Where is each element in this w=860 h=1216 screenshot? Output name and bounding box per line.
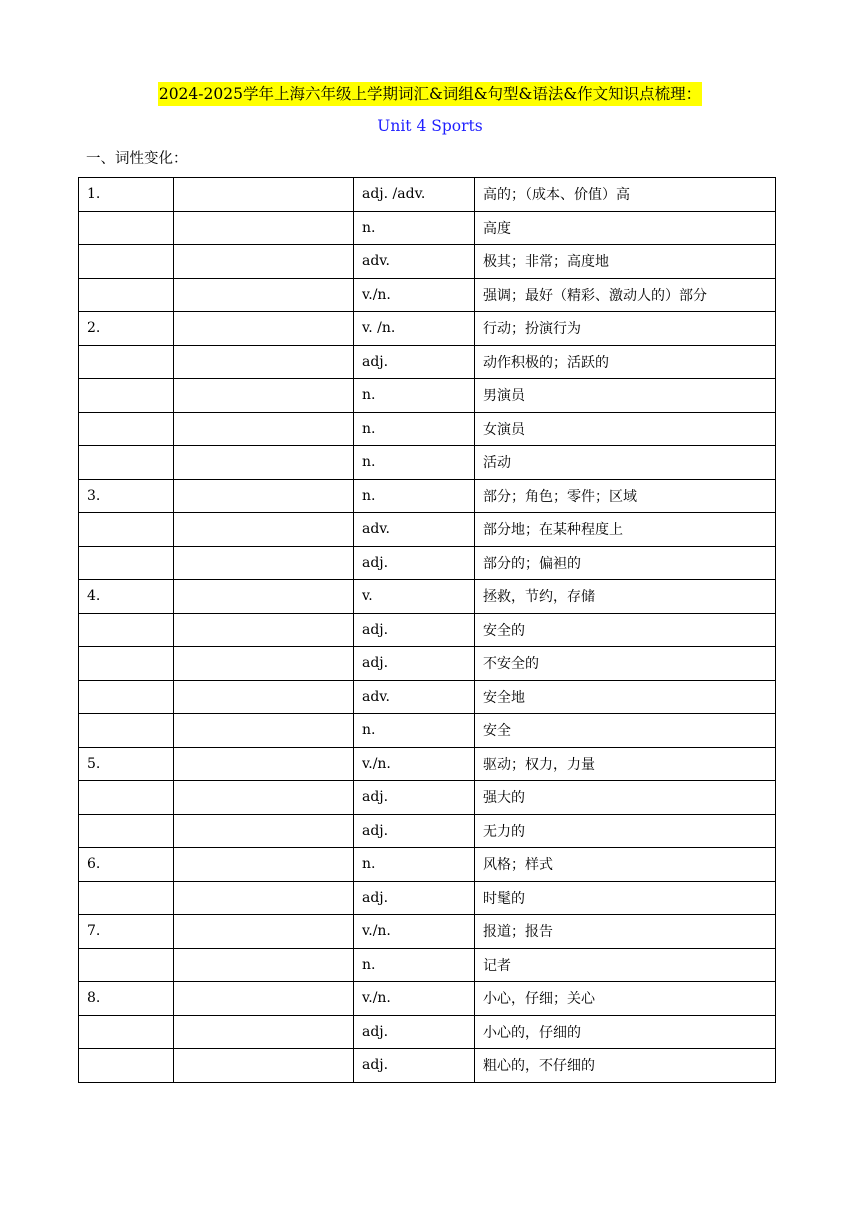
row-number-cell — [79, 1015, 174, 1049]
row-number-cell — [79, 245, 174, 279]
word-cell[interactable] — [174, 211, 354, 245]
part-of-speech-cell: adj. — [354, 881, 475, 915]
part-of-speech-cell: v./n. — [354, 278, 475, 312]
part-of-speech-cell: n. — [354, 714, 475, 748]
meaning-cell: 小心，仔细；关心 — [475, 982, 776, 1016]
word-cell[interactable] — [174, 747, 354, 781]
table-row — [79, 178, 776, 212]
row-number-cell: 5. — [79, 747, 174, 781]
row-number-cell: 8. — [79, 982, 174, 1016]
part-of-speech-cell: n. — [354, 848, 475, 882]
meaning-cell: 高的；（成本、价值）高 — [475, 178, 776, 212]
row-number-cell — [79, 513, 174, 547]
part-of-speech-cell: n. — [354, 479, 475, 513]
table-row — [79, 312, 776, 346]
word-cell[interactable] — [174, 814, 354, 848]
table-body — [79, 178, 776, 1083]
meaning-cell: 粗心的，不仔细的 — [475, 1049, 776, 1083]
row-number-cell — [79, 881, 174, 915]
meaning-cell: 记者 — [475, 948, 776, 982]
word-cell[interactable] — [174, 345, 354, 379]
word-cell[interactable] — [174, 848, 354, 882]
word-cell[interactable] — [174, 714, 354, 748]
word-cell[interactable] — [174, 881, 354, 915]
row-number-cell — [79, 680, 174, 714]
row-number-cell: 1. — [79, 178, 174, 212]
table-row — [79, 714, 776, 748]
part-of-speech-cell: v. — [354, 580, 475, 614]
meaning-cell: 安全的 — [475, 613, 776, 647]
word-cell[interactable] — [174, 1015, 354, 1049]
word-forms-table — [78, 177, 776, 1083]
word-cell[interactable] — [174, 278, 354, 312]
row-number-cell — [79, 412, 174, 446]
table-row — [79, 680, 776, 714]
table-row — [79, 982, 776, 1016]
meaning-cell: 报道；报告 — [475, 915, 776, 949]
word-cell[interactable] — [174, 613, 354, 647]
row-number-cell — [79, 814, 174, 848]
part-of-speech-cell: v./n. — [354, 747, 475, 781]
table-row — [79, 513, 776, 547]
row-number-cell: 7. — [79, 915, 174, 949]
meaning-cell: 时髦的 — [475, 881, 776, 915]
meaning-cell: 强大的 — [475, 781, 776, 815]
meaning-cell: 部分地；在某种程度上 — [475, 513, 776, 547]
word-cell[interactable] — [174, 412, 354, 446]
part-of-speech-cell: v. /n. — [354, 312, 475, 346]
part-of-speech-cell: adj. — [354, 647, 475, 681]
part-of-speech-cell: adj. — [354, 1049, 475, 1083]
part-of-speech-cell: n. — [354, 379, 475, 413]
row-number-cell — [79, 278, 174, 312]
word-cell[interactable] — [174, 446, 354, 480]
table-row — [79, 881, 776, 915]
table-row — [79, 278, 776, 312]
word-cell[interactable] — [174, 312, 354, 346]
row-number-cell — [79, 379, 174, 413]
word-cell[interactable] — [174, 915, 354, 949]
table-row — [79, 546, 776, 580]
meaning-cell: 无力的 — [475, 814, 776, 848]
meaning-cell: 安全地 — [475, 680, 776, 714]
word-cell[interactable] — [174, 546, 354, 580]
meaning-cell: 活动 — [475, 446, 776, 480]
part-of-speech-cell: adv. — [354, 245, 475, 279]
meaning-cell: 极其；非常；高度地 — [475, 245, 776, 279]
table-row — [79, 479, 776, 513]
table-row — [79, 345, 776, 379]
word-cell[interactable] — [174, 647, 354, 681]
row-number-cell: 3. — [79, 479, 174, 513]
table-row — [79, 848, 776, 882]
table-row — [79, 245, 776, 279]
table-row — [79, 580, 776, 614]
word-cell[interactable] — [174, 680, 354, 714]
meaning-cell: 小心的，仔细的 — [475, 1015, 776, 1049]
meaning-cell: 动作积极的；活跃的 — [475, 345, 776, 379]
meaning-cell: 男演员 — [475, 379, 776, 413]
table-row — [79, 1049, 776, 1083]
meaning-cell: 不安全的 — [475, 647, 776, 681]
word-cell[interactable] — [174, 781, 354, 815]
row-number-cell: 4. — [79, 580, 174, 614]
word-cell[interactable] — [174, 178, 354, 212]
table-row — [79, 1015, 776, 1049]
part-of-speech-cell: adj. /adv. — [354, 178, 475, 212]
row-number-cell: 2. — [79, 312, 174, 346]
word-cell[interactable] — [174, 513, 354, 547]
word-cell[interactable] — [174, 948, 354, 982]
meaning-cell: 女演员 — [475, 412, 776, 446]
meaning-cell: 拯救，节约，存储 — [475, 580, 776, 614]
part-of-speech-cell: adj. — [354, 345, 475, 379]
meaning-cell: 部分；角色；零件；区域 — [475, 479, 776, 513]
part-of-speech-cell: adj. — [354, 781, 475, 815]
row-number-cell — [79, 546, 174, 580]
section-heading: 一、词性变化： — [86, 151, 188, 167]
table-row — [79, 613, 776, 647]
word-cell[interactable] — [174, 982, 354, 1016]
part-of-speech-cell: adv. — [354, 513, 475, 547]
table-row — [79, 915, 776, 949]
part-of-speech-cell: adj. — [354, 613, 475, 647]
row-number-cell: 6. — [79, 848, 174, 882]
part-of-speech-cell: n. — [354, 211, 475, 245]
meaning-cell: 风格；样式 — [475, 848, 776, 882]
part-of-speech-cell: adj. — [354, 546, 475, 580]
row-number-cell — [79, 211, 174, 245]
unit-subtitle: Unit 4 Sports — [377, 117, 483, 135]
document-title: 2024-2025学年上海六年级上学期词汇&词组&句型&语法&作文知识点梳理： — [158, 82, 702, 106]
part-of-speech-cell: n. — [354, 948, 475, 982]
part-of-speech-cell: adj. — [354, 814, 475, 848]
row-number-cell — [79, 345, 174, 379]
part-of-speech-cell: n. — [354, 446, 475, 480]
table-row — [79, 379, 776, 413]
word-cell[interactable] — [174, 245, 354, 279]
table-row — [79, 781, 776, 815]
row-number-cell — [79, 781, 174, 815]
part-of-speech-cell: adj. — [354, 1015, 475, 1049]
table-row — [79, 211, 776, 245]
word-cell[interactable] — [174, 580, 354, 614]
row-number-cell — [79, 647, 174, 681]
row-number-cell — [79, 714, 174, 748]
meaning-cell: 高度 — [475, 211, 776, 245]
meaning-cell: 安全 — [475, 714, 776, 748]
table-row — [79, 446, 776, 480]
meaning-cell: 驱动；权力，力量 — [475, 747, 776, 781]
part-of-speech-cell: v./n. — [354, 915, 475, 949]
title-container — [0, 82, 860, 106]
meaning-cell: 行动；扮演行为 — [475, 312, 776, 346]
table-row — [79, 814, 776, 848]
row-number-cell — [79, 446, 174, 480]
part-of-speech-cell: v./n. — [354, 982, 475, 1016]
word-cell[interactable] — [174, 1049, 354, 1083]
table-row — [79, 647, 776, 681]
meaning-cell: 部分的；偏袒的 — [475, 546, 776, 580]
word-cell[interactable] — [174, 479, 354, 513]
row-number-cell — [79, 948, 174, 982]
meaning-cell: 强调；最好（精彩、激动人的）部分 — [475, 278, 776, 312]
table-row — [79, 747, 776, 781]
row-number-cell — [79, 613, 174, 647]
word-cell[interactable] — [174, 379, 354, 413]
part-of-speech-cell: n. — [354, 412, 475, 446]
row-number-cell — [79, 1049, 174, 1083]
part-of-speech-cell: adv. — [354, 680, 475, 714]
table-row — [79, 948, 776, 982]
table-row — [79, 412, 776, 446]
